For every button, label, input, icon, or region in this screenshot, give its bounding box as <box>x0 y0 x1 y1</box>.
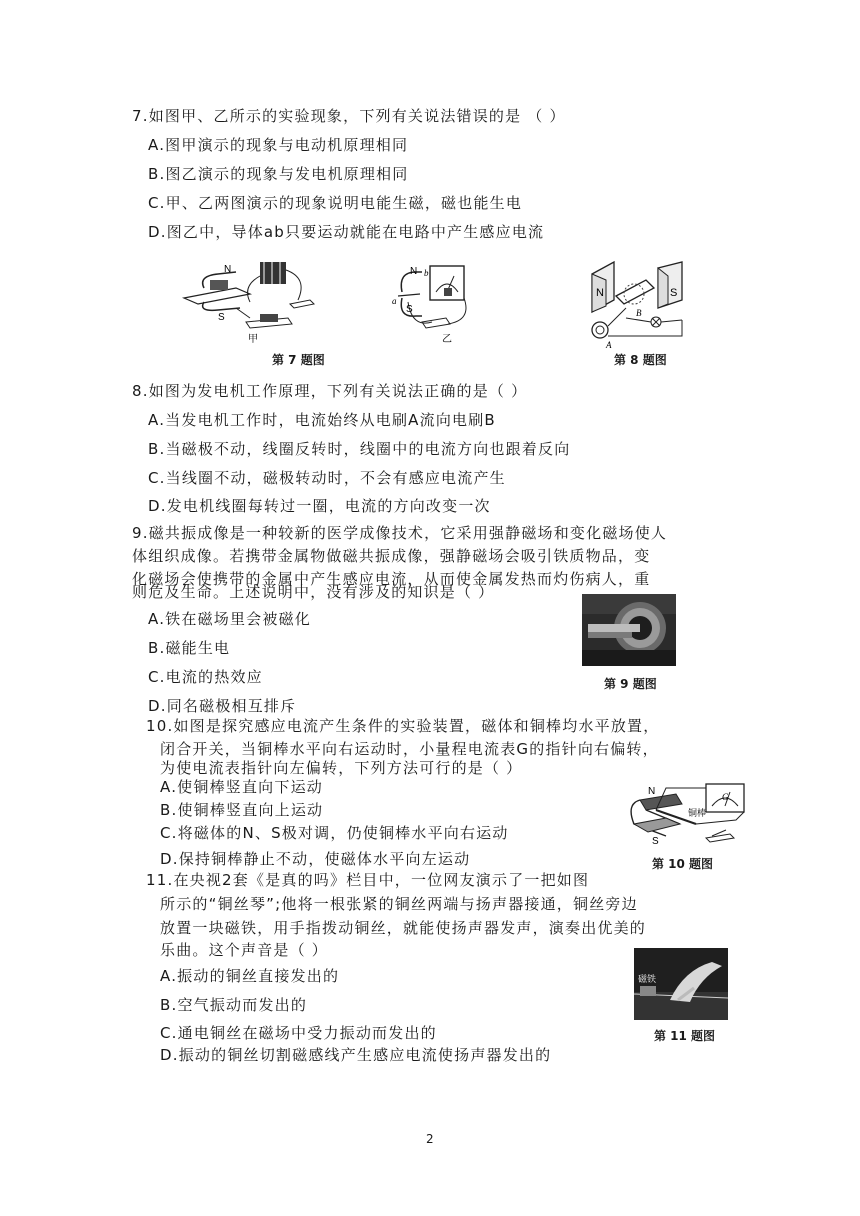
q8-b-label: B <box>636 308 642 318</box>
q11-option-a: A.振动的铜丝直接发出的 <box>160 967 340 985</box>
q10-stem-line3: 为使电流表指针向左偏转，下列方法可行的是（ ） <box>160 759 523 777</box>
q8-s-label: S <box>670 287 678 299</box>
q7-jia-name: 甲 <box>248 334 258 345</box>
q9-stem-line3: 化磁场会使携带的金属中产生感应电流，从而使金属发热而灼伤病人，重 <box>132 570 651 588</box>
q11-option-b: B.空气振动而发出的 <box>160 996 308 1014</box>
q11-stem-line1: 11.在央视2套《是真的吗》栏目中，一位网友演示了一把如图 <box>146 871 590 889</box>
q7-yi-a-label: a <box>392 296 397 306</box>
q9-mri-photo <box>582 594 676 666</box>
q9-option-b: B.磁能生电 <box>148 639 231 657</box>
q10-option-d: D.保持铜棒静止不动，使磁体水平向左运动 <box>160 850 471 868</box>
q9-stem-line4: 则危及生命。上述说明中，没有涉及的知识是（ ） <box>132 583 495 601</box>
q10-option-b: B.使铜棒竖直向上运动 <box>160 801 324 819</box>
q11-stem-line2: 所示的“铜丝琴”;他将一根张紧的铜丝两端与扬声器接通，铜丝旁边 <box>160 895 638 913</box>
q10-figure <box>626 780 750 856</box>
q7-figure-yi <box>392 262 502 344</box>
q10-n-label: N <box>648 786 656 797</box>
q7-yi-b-label: b <box>424 268 429 278</box>
q11-magnet-label: 磁铁 <box>638 975 657 985</box>
q9-option-a: A.铁在磁场里会被磁化 <box>148 610 311 628</box>
q8-option-a: A.当发电机工作时，电流始终从电刷A流向电刷B <box>148 411 496 429</box>
q7-option-a: A.图甲演示的现象与电动机原理相同 <box>148 136 409 154</box>
q8-option-b: B.当磁极不动，线圈反转时，线圈中的电流方向也跟着反向 <box>148 440 571 458</box>
q9-caption: 第 9 题图 <box>604 677 657 691</box>
q10-option-a: A.使铜棒竖直向下运动 <box>160 778 323 796</box>
q11-stem-line3: 放置一块磁铁，用手指拨动铜丝，就能使扬声器发声，演奏出优美的 <box>160 919 647 937</box>
q10-option-c: C.将磁体的N、S极对调，仍使铜棒水平向右运动 <box>160 824 509 842</box>
q11-option-c: C.通电铜丝在磁场中受力振动而发出的 <box>160 1024 437 1042</box>
q7-jia-s-label: S <box>218 312 225 323</box>
q7-caption: 第 7 题图 <box>272 353 325 367</box>
q8-stem: 8.如图为发电机工作原理，下列有关说法正确的是（ ） <box>132 382 528 400</box>
q8-option-d: D.发电机线圈每转过一圈，电流的方向改变一次 <box>148 497 491 515</box>
q7-jia-n-label: N <box>224 264 232 275</box>
q8-figure <box>586 260 696 350</box>
q7-option-b: B.图乙演示的现象与发电机原理相同 <box>148 165 409 183</box>
q11-option-d: D.振动的铜丝切割磁感线产生感应电流使扬声器发出的 <box>160 1046 552 1064</box>
q10-g-label: G <box>722 792 729 802</box>
q9-stem-line1: 9.磁共振成像是一种较新的医学成像技术，它采用强静磁场和变化磁场使人 <box>132 524 668 542</box>
q7-option-c: C.甲、乙两图演示的现象说明电能生磁，磁也能生电 <box>148 194 523 212</box>
page-number: 2 <box>426 1132 434 1146</box>
q8-option-c: C.当线圈不动，磁极转动时，不会有感应电流产生 <box>148 469 506 487</box>
q7-stem: 7.如图甲、乙所示的实验现象，下列有关说法错误的是 （ ） <box>132 107 566 125</box>
q7-yi-name: 乙 <box>442 334 452 344</box>
q11-caption: 第 11 题图 <box>654 1029 716 1043</box>
q10-rod-label: 铜棒 <box>688 809 707 819</box>
q7-yi-s-label: S <box>406 304 413 315</box>
q8-caption: 第 8 题图 <box>614 353 667 367</box>
q9-option-c: C.电流的热效应 <box>148 668 263 686</box>
q10-s-label: S <box>652 836 659 847</box>
q10-stem-line2: 闭合开关，当铜棒水平向右运动时，小量程电流表G的指针向右偏转， <box>160 740 659 758</box>
q11-copper-harp-photo <box>634 948 728 1020</box>
q9-option-d: D.同名磁极相互排斥 <box>148 697 297 715</box>
q11-stem-line4: 乐曲。这个声音是（ ） <box>160 941 328 959</box>
q8-n-label: N <box>596 287 604 299</box>
q10-caption: 第 10 题图 <box>652 857 714 871</box>
q10-stem-line1: 10.如图是探究感应电流产生条件的实验装置，磁体和铜棒均水平放置， <box>146 717 660 735</box>
q7-option-d: D.图乙中，导体ab只要运动就能在电路中产生感应电流 <box>148 223 545 241</box>
q9-stem-line2: 体组织成像。若携带金属物做磁共振成像，强静磁场会吸引铁质物品，变 <box>132 547 651 565</box>
q7-yi-n-label: N <box>410 266 418 277</box>
q8-a-label: A <box>606 340 612 350</box>
q7-figure-jia <box>180 258 320 348</box>
